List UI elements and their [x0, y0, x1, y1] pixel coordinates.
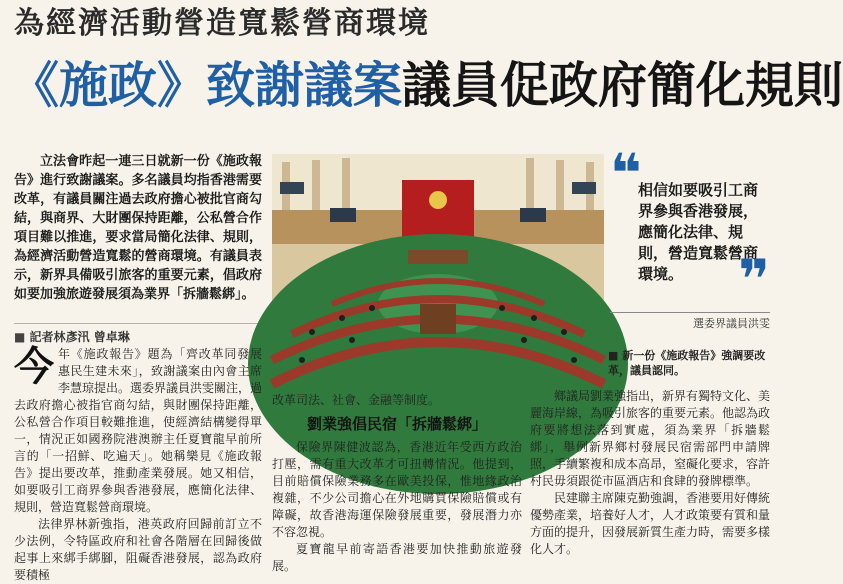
- main-headline: [10, 56, 843, 116]
- drop-cap: 今: [14, 343, 54, 390]
- lede-paragraph: 立法會昨起一連三日就新一份《施政報告》進行致謝議案。多名議員均指香港需要改革，有議員關注過去政府擔心被批官商勾結，與商界、大財團保持距離，公私營合作項目難以推進，要求當局簡化法律、規則，為經濟活動營造寬鬆的營商環境。有議員表示，新界具備吸引旅客的重要元素，倡政府如要加強旅遊發展須為業界「拆牆鬆綁」。: [14, 154, 262, 302]
- byline: ■ 記者林彥汛 曾卓琳: [14, 323, 262, 345]
- body-column-3: [530, 388, 771, 556]
- body-paragraph: 改革司法、社會、金融等制度。: [272, 393, 441, 407]
- headline-part-1: 《施政》致謝議案: [10, 57, 403, 114]
- body-column-1: [14, 343, 263, 582]
- body-text: 年《施政報告》題為「齊改革同發展 惠民生建未來」，致謝議案由內會主席李慧琼提出。選委界議員洪雯關注，過去政府擔心被指官商勾結，與財團保持距離，公私營合作項目較難推進，使經濟結構變得單一，情況正如國務院港澳辦主任夏寶龍早前所言的「一招鮮、吃遍天」。她稱樂見《施政報告》提出要改革，推動產業發展。她又相信，如要吸引工商界參與香港發展，應簡化法律、規則，營造寬鬆營商環境。: [14, 347, 263, 514]
- body-paragraph: [14, 343, 263, 516]
- close-quote-icon: ❞: [738, 248, 770, 311]
- body-paragraph: 夏寶龍早前寄語香港要加快推動旅遊發展。: [272, 542, 522, 573]
- headline-part-2: 議員促政府簡化規則: [402, 57, 843, 114]
- photo-caption: ■ 新一份《施政報告》強調要改革，議員認同。: [608, 348, 768, 378]
- body-paragraph: 保險界陳健波認為，香港近年受西方政治打壓，需有重大改革才可扭轉情況。他提到，目前賠償保險業務多在歐美投保，惟地緣政治複雜，不少公司擔心在外地購買保險賠償或有障礙，故香港海運保險發展重要，發展潛力亦不容忽視。: [272, 440, 522, 539]
- body-column-2: [272, 392, 522, 573]
- body-paragraph: 民建聯主席陳克勤強調，香港要用好傳統優勢產業，培養好人才，人才政策要有質和量方面的提升，因發展新質生產力時，需要多樣化人才。: [530, 491, 771, 556]
- emblem-icon: [429, 191, 447, 209]
- body-paragraph: 鄉議局劉業強指出，新界有獨特文化、美麗海岸線，為吸引旅客的重要元素。他認為政府要將想法落到實處，須為業界「拆牆鬆綁」，舉例新界鄉村發展民宿需部門申請牌照，手續繁複和成本高昂，窒礙化要求，容許村民毋須跟從市區酒店和食肆的發牌標準。: [530, 389, 771, 488]
- section-subheading: 劉業強倡民宿「拆牆鬆綁」: [306, 415, 487, 433]
- open-quote-icon: ❝: [610, 142, 642, 205]
- chamber-illustration: [272, 154, 604, 384]
- pull-quote: [610, 142, 770, 338]
- body-paragraph: 法律界林新強指，港英政府回歸前訂立不少法例，令特區政府和社會各階層在回歸後做起事上來綁手綁腳，阻礙香港發展，認為政府要積極: [14, 517, 262, 582]
- legco-chamber-photo: [272, 154, 604, 384]
- pull-quote-attribution: 選委界議員洪雯: [610, 312, 770, 331]
- pull-quote-text: 相信如要吸引工商界參與香港發展，應簡化法律、規則，營造寬鬆營商環境。: [638, 181, 759, 283]
- kicker-headline: 為經濟活動營造寬鬆營商環境: [14, 6, 430, 41]
